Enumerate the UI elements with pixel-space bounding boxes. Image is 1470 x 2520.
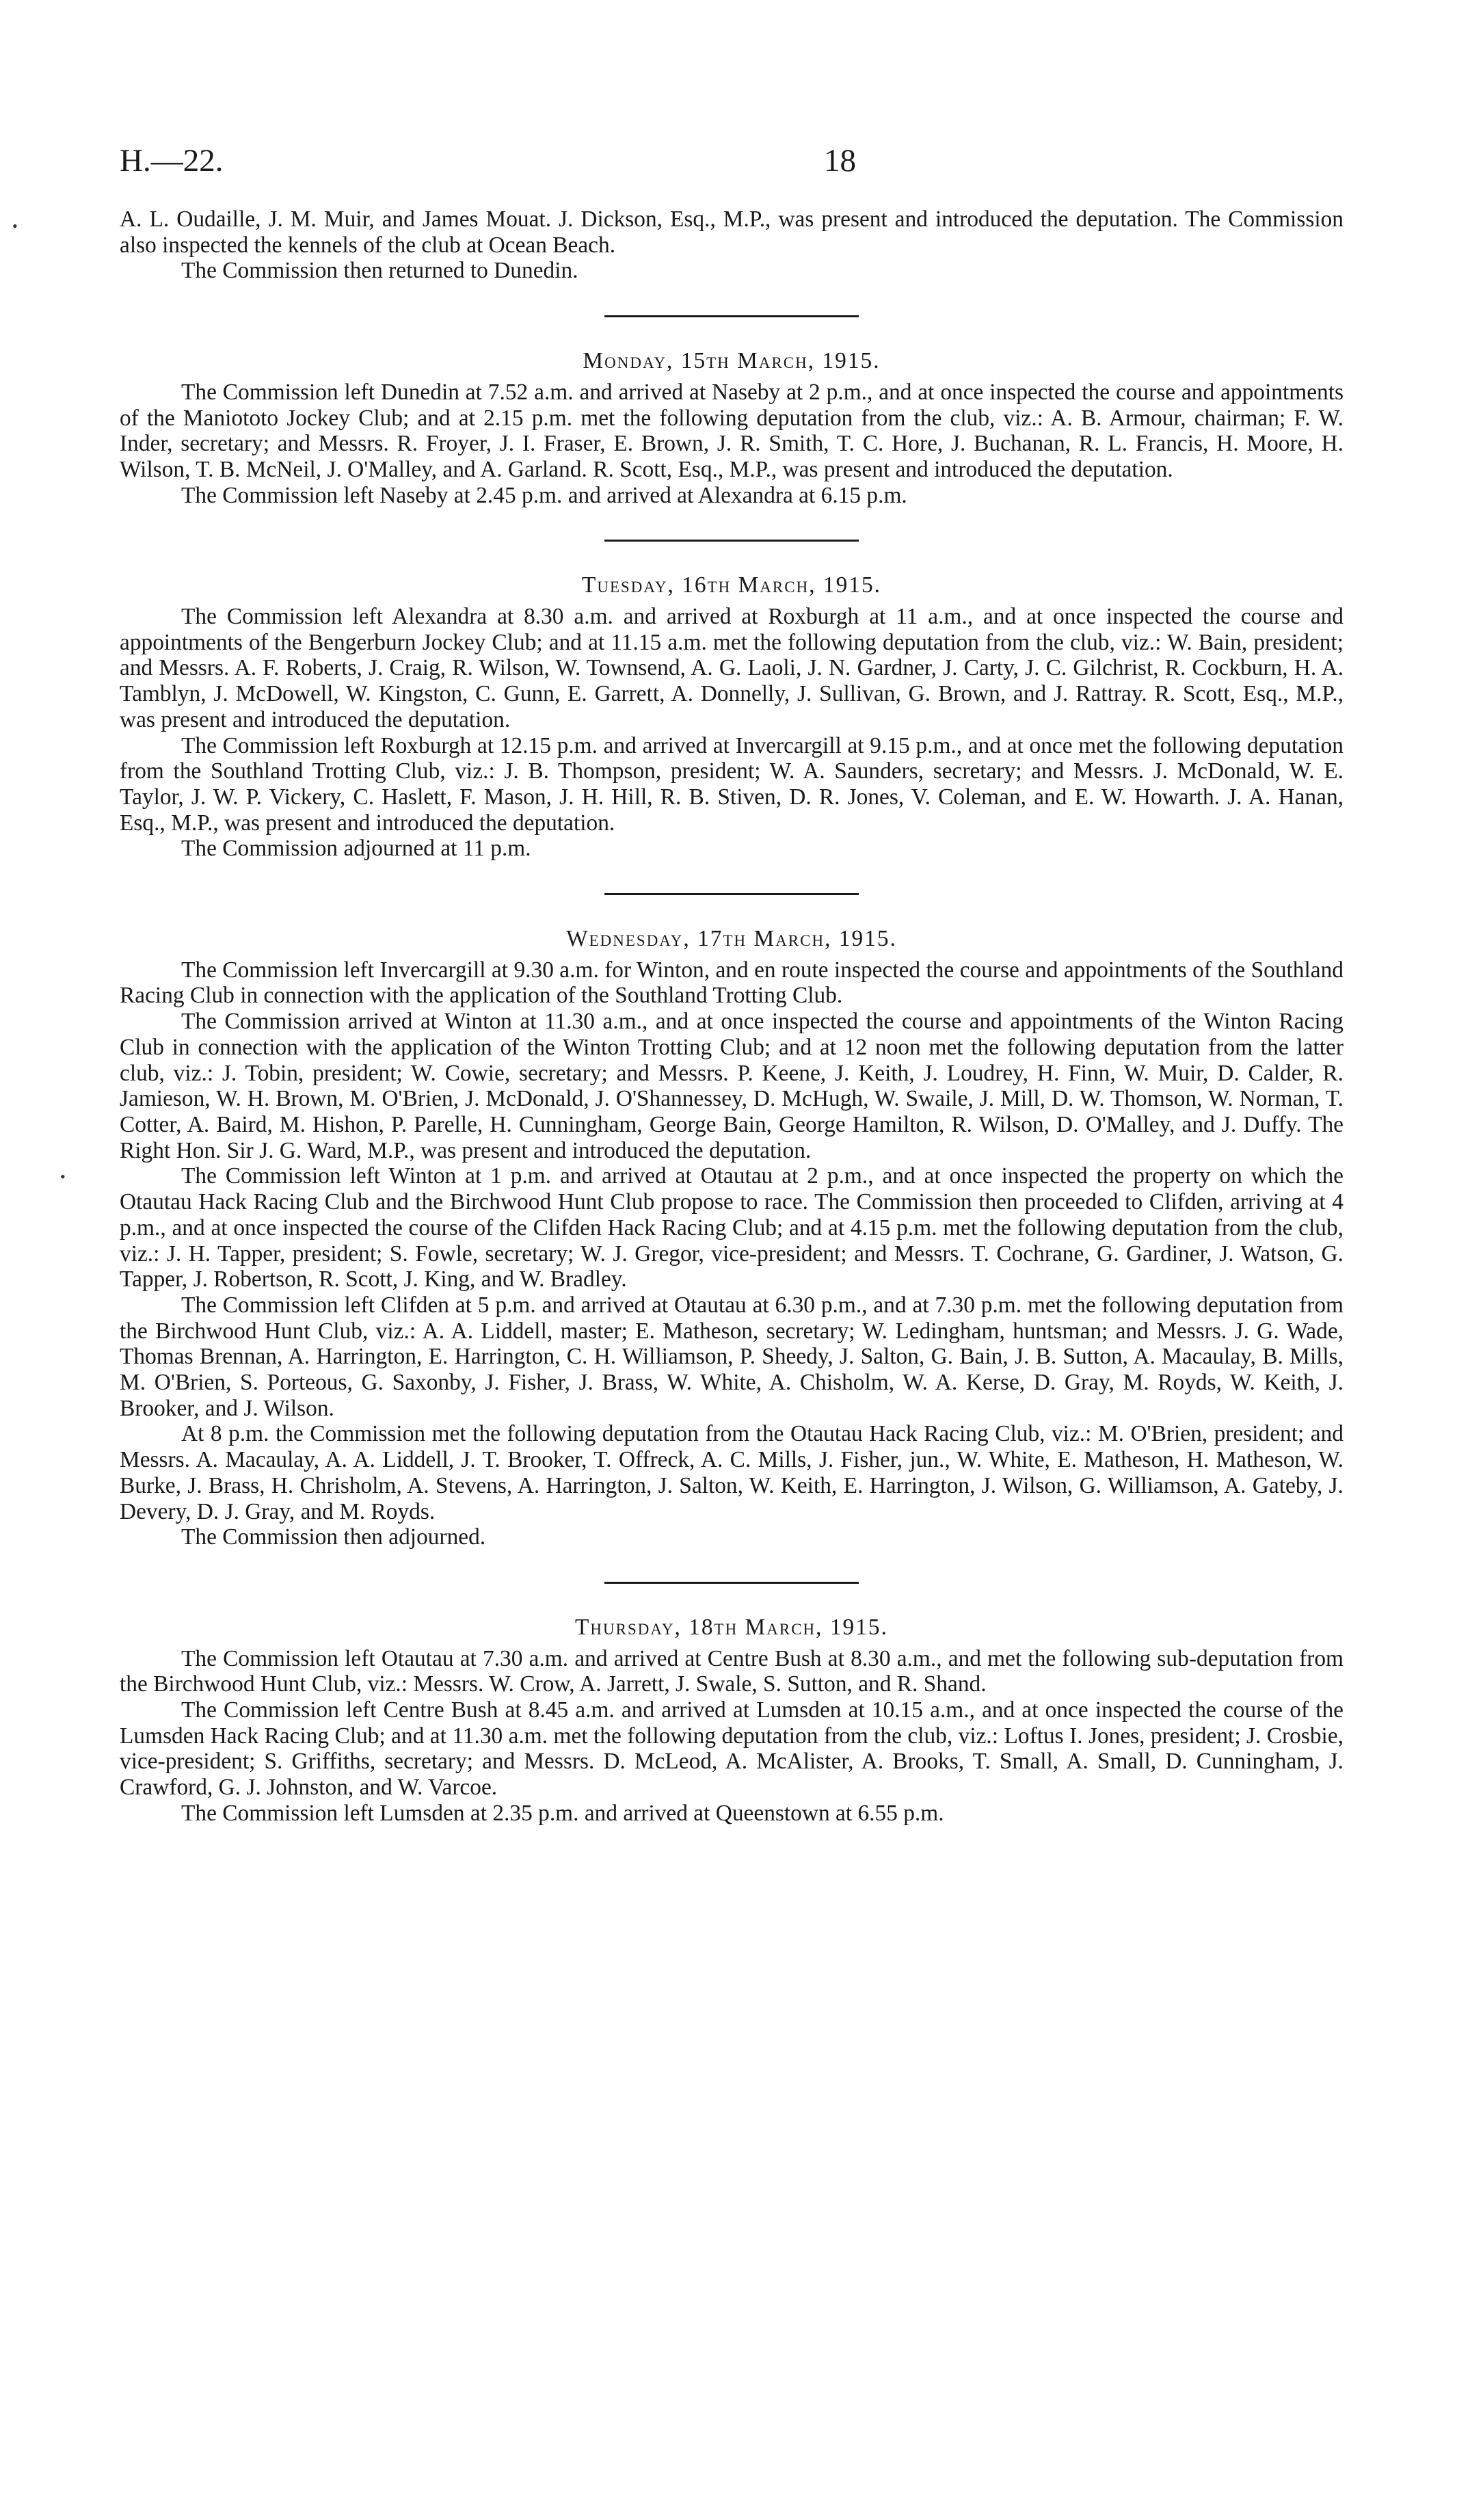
margin-mark: • xyxy=(12,217,18,235)
paragraph: A. L. Oudaille, J. M. Muir, and James Mouat. J. Dickson, Esq., M.P., was present and introduced the deputation. The Commission also inspected the kennels of the club at Ocean Beach. xyxy=(120,207,1344,258)
paragraph: The Commission left Lumsden at 2.35 p.m. and arrived at Queenstown at 6.55 p.m. xyxy=(181,1800,944,1826)
paragraph: The Commission left Alexandra at 8.30 a.m. and arrived at Roxburgh at 11 a.m., and at once inspected the course and appointments of the Bengerburn Jockey Club; and at 11.15 a.m. met the following deputation from the club, viz.: W. Bain, president; and Messrs. A. F. Roberts, J. Craig, R. Wilson, W. Townsend, A. G. Laoli, J. N. Gardner, J. Carty, J. C. Gilchrist, R. Cockburn, H. A. Tamblyn, J. McDowell, W. Kingston, C. Gunn, E. Garrett, A. Donnelly, J. Sullivan, G. Brown, and J. Rattray. R. Scott, Esq., M.P., was present and introduced the deputation. xyxy=(120,604,1344,732)
section-date-heading: Tuesday, 16th March, 1915. xyxy=(581,572,882,598)
paragraph: The Commission left Clifden at 5 p.m. and arrived at Otautau at 6.30 p.m., and at 7.30 p.m. met the following deputation from the Birchwood Hunt Club, viz.: A. A. Liddell, master; E. Matheson, secretary; W. Ledingham, huntsman; and Messrs. J. G. Wade, Thomas Brennan, A. Harrington, E. Harrington, C. H. Williamson, P. Sheedy, J. Salton, G. Bain, J. B. Sutton, A. Macaulay, B. Mills, M. O'Brien, S. Porteous, G. Saxonby, J. Fisher, J. Brass, W. White, A. Chisholm, W. A. Kerse, D. Gray, M. Royds, W. Keith, J. Brooker, and J. Wilson. xyxy=(120,1292,1344,1421)
section-date-heading: Wednesday, 17th March, 1915. xyxy=(566,926,897,952)
paragraph: The Commission left Invercargill at 9.30 a.m. for Winton, and en route inspected the course and appointments of the Southland Racing Club in connection with the application of the Southland Trotting Club. xyxy=(120,957,1344,1009)
page-header xyxy=(120,137,1344,185)
page-number: 18 xyxy=(824,143,856,178)
paragraph: The Commission then adjourned. xyxy=(181,1524,486,1550)
paragraph: The Commission adjourned at 11 p.m. xyxy=(181,836,531,862)
paragraph: The Commission left Centre Bush at 8.45 a.m. and arrived at Lumsden at 10.15 a.m., and at once inspected the course of the Lumsden Hack Racing Club; and at 11.30 a.m. met the following deputation from the club, viz.: Loftus I. Jones, president; J. Crosbie, vice-president; S. Griffiths, secretary; and Messrs. D. McLeod, A. McAlister, A. Brooks, T. Small, A. Small, D. Cunningham, J. Crawford, G. J. Johnston, and W. Varcoe. xyxy=(120,1697,1344,1801)
section-date-heading: Monday, 15th March, 1915. xyxy=(583,348,881,374)
section-divider xyxy=(604,540,859,542)
paragraph: The Commission left Otautau at 7.30 a.m. and arrived at Centre Bush at 8.30 a.m., and met the following sub-deputation from the Birchwood Hunt Club, viz.: Messrs. W. Crow, A. Jarrett, J. Swale, S. Sutton, and R. Shand. xyxy=(120,1645,1344,1697)
paragraph: The Commission then returned to Dunedin. xyxy=(181,258,578,284)
paragraph: The Commission left Naseby at 2.45 p.m. and arrived at Alexandra at 6.15 p.m. xyxy=(181,482,907,508)
margin-mark: • xyxy=(60,1168,66,1185)
document-code: H.—22. xyxy=(120,143,224,178)
paragraph: At 8 p.m. the Commission met the following deputation from the Otautau Hack Racing Club, viz.: M. O'Brien, president; and Messrs. A. Macaulay, A. A. Liddell, J. T. Brooker, T. Offreck, A. C. Mills, J. Fisher, jun., W. White, E. Matheson, H. Matheson, W. Burke, J. Brass, H. Chrisholm, A. Stevens, A. Harrington, J. Salton, W. Keith, E. Harrington, J. Wilson, G. Williamson, A. Gateby, J. Devery, D. J. Gray, and M. Royds. xyxy=(120,1421,1344,1524)
section-divider xyxy=(604,893,859,895)
paragraph: The Commission arrived at Winton at 11.30 a.m., and at once inspected the course and appointments of the Winton Racing Club in connection with the application of the Winton Trotting Club; and at 12 noon met the following deputation from the latter club, viz.: J. Tobin, president; W. Cowie, secretary; and Messrs. P. Keene, J. Keith, J. Loudrey, H. Finn, W. Muir, D. Calder, R. Jamieson, W. H. Brown, M. O'Brien, J. McDonald, J. O'Shannessey, D. McHugh, W. Swaile, J. Mill, D. W. Thomson, W. Norman, T. Cotter, A. Baird, M. Hishon, P. Parelle, H. Cunningham, George Bain, George Hamilton, R. Wilson, D. O'Malley, and J. Duffy. The Right Hon. Sir J. G. Ward, M.P., was present and introduced the deputation. xyxy=(120,1009,1344,1163)
paragraph: The Commission left Roxburgh at 12.15 p.m. and arrived at Invercargill at 9.15 p.m., and at once met the following deputation from the Southland Trotting Club, viz.: J. B. Thompson, president; W. A. Saunders, secretary; and Messrs. J. McDonald, W. E. Taylor, J. W. P. Vickery, C. Haslett, F. Mason, J. H. Hill, R. B. Stiven, D. R. Jones, V. Coleman, and E. W. Howarth. J. A. Hanan, Esq., M.P., was present and introduced the deputation. xyxy=(120,732,1344,836)
paragraph: The Commission left Winton at 1 p.m. and arrived at Otautau at 2 p.m., and at once inspected the property on which the Otautau Hack Racing Club and the Birchwood Hunt Club propose to race. The Commission then proceeded to Clifden, arriving at 4 p.m., and at once inspected the course of the Clifden Hack Racing Club; and at 4.15 p.m. met the following deputation from the club, viz.: J. H. Tapper, president; S. Fowle, secretary; W. J. Gregor, vice-president; and Messrs. T. Cochrane, G. Gardiner, J. Watson, G. Tapper, J. Robertson, R. Scott, J. King, and W. Bradley. xyxy=(120,1163,1344,1292)
paragraph: The Commission left Dunedin at 7.52 a.m. and arrived at Naseby at 2 p.m., and at once inspected the course and appointments of the Maniototo Jockey Club; and at 2.15 p.m. met the following deputation from the club, viz.: A. B. Armour, chairman; F. W. Inder, secretary; and Messrs. R. Froyer, J. I. Fraser, E. Brown, J. R. Smith, T. C. Hore, J. Buchanan, R. L. Francis, H. Moore, H. Wilson, T. B. McNeil, J. O'Malley, and A. Garland. R. Scott, Esq., M.P., was present and introduced the deputation. xyxy=(120,379,1344,482)
section-date-heading: Thursday, 18th March, 1915. xyxy=(575,1614,888,1640)
document-body xyxy=(120,207,1344,1827)
section-divider xyxy=(604,1582,859,1584)
section-divider xyxy=(604,315,859,317)
